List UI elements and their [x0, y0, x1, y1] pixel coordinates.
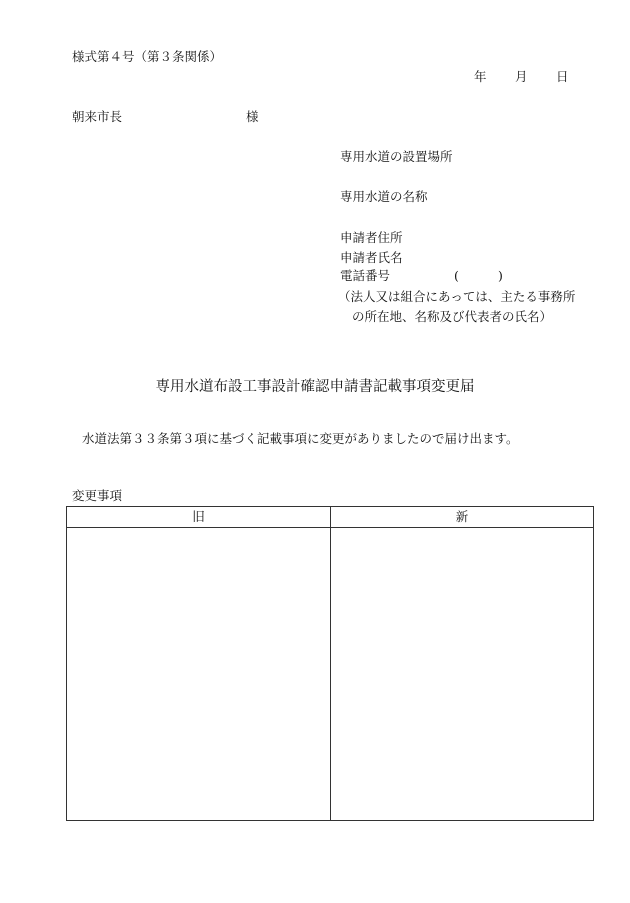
- waterworks-name-label: 専用水道の名称: [340, 189, 428, 204]
- old-value-cell: [67, 528, 330, 820]
- phone-label: 電話番号: [340, 268, 391, 283]
- date-month-label: 月: [515, 69, 528, 84]
- applicant-address-label: 申請者住所: [340, 230, 403, 245]
- applicant-note-line1: （法人又は組合にあっては、主たる事務所: [338, 289, 576, 304]
- applicant-note-line2: の所在地、名称及び代表者の氏名）: [352, 309, 553, 324]
- phone-close-paren: ): [498, 268, 503, 283]
- date-year-label: 年: [474, 69, 487, 84]
- date-day-label: 日: [556, 69, 569, 84]
- document-title: 専用水道布設工事設計確認申請書記載事項変更届: [155, 379, 475, 395]
- applicant-name-label: 申請者氏名: [340, 250, 403, 265]
- changes-table: [66, 506, 594, 821]
- install-location-label: 専用水道の設置場所: [340, 149, 453, 164]
- addressee: 朝来市長: [72, 109, 123, 124]
- phone-open-paren: (: [454, 268, 459, 283]
- honorific: 様: [246, 109, 259, 124]
- changes-label: 変更事項: [72, 488, 123, 503]
- form-number: 様式第４号（第３条関係）: [72, 49, 223, 64]
- document-body: 水道法第３３条第３項に基づく記載事項に変更がありましたので届け出ます。: [82, 431, 519, 446]
- column-header-new: 新: [455, 509, 469, 524]
- column-header-old: 旧: [192, 509, 205, 524]
- new-value-cell: [331, 528, 593, 820]
